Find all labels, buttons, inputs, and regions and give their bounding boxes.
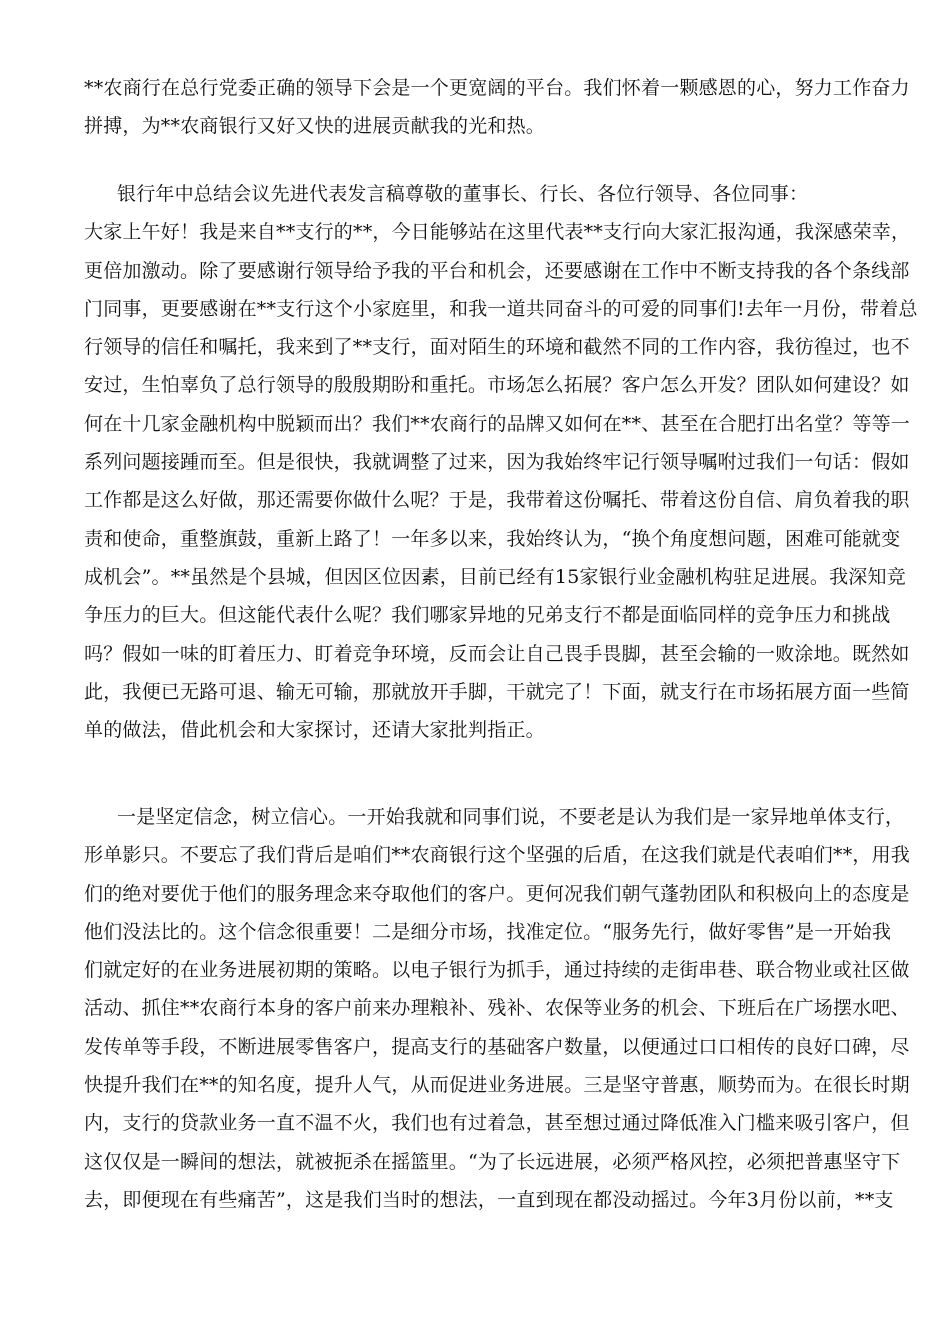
text-line: 们的绝对要优于他们的服务理念来夺取他们的客户。更何况我们朝气蓬勃团队和积极向上的态度是	[84, 882, 910, 905]
text-line: 责和使命，重整旗鼓，重新上路了！一年多以来，我始终认为，“换个角度想问题，困难可能就变	[84, 527, 901, 550]
text-line: 内，支行的贷款业务一直不温不火，我们也有过着急，甚至想过通过降低准入门槛来吸引客户，但	[84, 1112, 910, 1135]
text-line: 此，我便已无路可退、输无可输，那就放开手脚，干就完了！下面，就支行在市场拓展方面一些简	[84, 680, 910, 703]
text-line: 更倍加激动。除了要感谢行领导给予我的平台和机会，还要感谢在工作中不断支持我的各个条线部	[84, 259, 910, 282]
text-line: 成机会”。**虽然是个县城，但因区位因素，目前已经有15家银行业金融机构驻足进展。我深知竞	[84, 565, 906, 588]
text-line: **农商行在总行党委正确的领导下会是一个更宽阔的平台。我们怀着一颗感恩的心，努力工作奋力	[84, 77, 910, 99]
text-line: 他们没法比的。这个信念很重要！二是细分市场，找准定位。“服务先行，做好零售”是一开始我	[84, 920, 892, 943]
text-line: 工作都是这么好做，那还需要你做什么呢？于是，我带着这份嘱托、带着这份自信、肩负着我的职	[84, 489, 910, 512]
text-line: 去，即便现在有些痛苦”，这是我们当时的想法，一直到现在都没动摇过。今年3月份以前，**支	[84, 1188, 894, 1211]
text-line: 拼搏，为**农商银行又好又快的进展贡献我的光和热。	[84, 115, 546, 138]
text-line: 快提升我们在**的知名度，提升人气，从而促进业务进展。三是坚守普惠，顺势而为。在很长时期	[84, 1074, 910, 1097]
text-line: 系列问题接踵而至。但是很快，我就调整了过来，因为我始终牢记行领导嘱咐过我们一句话：假如	[84, 451, 910, 474]
text-line: 安过，生怕辜负了总行领导的殷殷期盼和重托。市场怎么拓展？客户怎么开发？团队如何建设？如	[84, 374, 910, 397]
text-line: 活动、抓住**农商行本身的客户前来办理粮补、残补、农保等业务的机会、下班后在广场摆水吧、	[84, 997, 910, 1020]
text-line: 形单影只。不要忘了我们背后是咱们**农商银行这个坚强的后盾，在这我们就是代表咱们**，用我	[84, 844, 911, 867]
speech-title-line: 银行年中总结会议先进代表发言稿尊敬的董事长、行长、各位行领导、各位同事：	[117, 183, 809, 205]
text-line: 发传单等手段，不断进展零售客户，提高支行的基础客户数量，以便通过口口相传的良好口碑，尽	[84, 1035, 910, 1058]
paragraph-strategies	[84, 798, 911, 1219]
paragraph-closing-remarks	[84, 69, 910, 146]
text-line: 门同事，更要感谢在**支行这个小家庭里，和我一道共同奋斗的可爱的同事们!去年一月份，带着总	[84, 297, 918, 320]
text-line: 们就定好的在业务进展初期的策略。以电子银行为抓手，通过持续的走街串巷、联合物业或社区做	[84, 959, 910, 982]
text-line: 一是坚定信念，树立信心。一开始我就和同事们说，不要老是认为我们是一家异地单体支行，	[117, 806, 905, 828]
text-line: 行领导的信任和嘱托，我来到了**支行，面对陌生的环境和截然不同的工作内容，我彷徨过，也不	[84, 336, 910, 359]
text-line: 这仅仅是一瞬间的想法，就被扼杀在摇篮里。“为了长远进展，必须严格风控，必须把普惠坚守下	[84, 1150, 901, 1173]
text-line: 何在十几家金融机构中脱颖而出？我们**农商行的品牌又如何在**、甚至在合肥打出名堂？等等一	[84, 412, 911, 435]
text-line: 吗？假如一味的盯着压力、盯着竞争环境，反而会让自己畏手畏脚，甚至会输的一败涂地。既然如	[84, 642, 910, 665]
text-line: 大家上午好！我是来自**支行的**，今日能够站在这里代表**支行向大家汇报沟通，我深感荣幸，	[84, 221, 911, 244]
paragraph-speech-opening	[84, 175, 918, 749]
text-line: 单的做法，借此机会和大家探讨，还请大家批判指正。	[84, 719, 545, 742]
text-line: 争压力的巨大。但这能代表什么呢？我们哪家异地的兄弟支行不都是面临同样的竞争压力和挑战	[84, 604, 891, 627]
